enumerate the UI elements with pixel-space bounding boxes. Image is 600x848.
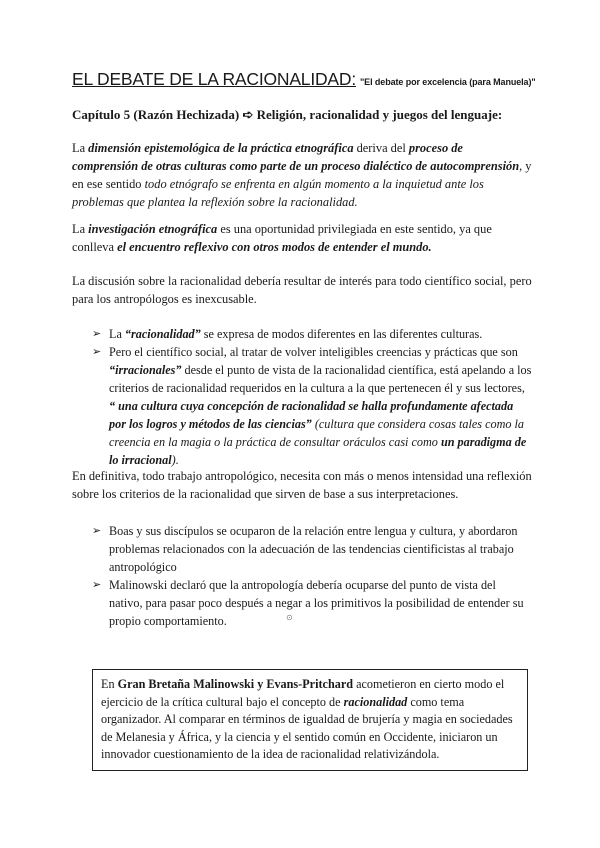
bullet-list-rationality [92,325,532,469]
text-run: En [101,677,118,691]
text-run: La [109,327,125,341]
bullet-list-authors [92,522,532,630]
chapter-heading [72,107,502,123]
marker-icon: ⊙ [286,613,293,622]
emphasis-run: “ una cultura cuya concepción de racionalidad se halla profundamente afectada por los logros y métodos de las ciencias” [109,399,514,431]
italic-run: todo etnógrafo se enfrenta en algún momento a la inquietud ante los problemas que plantea la reflexión sobre la racionalidad. [72,177,484,209]
text-run: acometieron en cierto modo el ejercicio de la crítica cultural bajo el concepto de [101,677,505,709]
paragraph-epistemological [72,139,532,211]
document-title [72,69,542,90]
emphasis-run: racionalidad [343,694,408,709]
text-run: La [72,141,89,155]
bold-run: Gran Bretaña Malinowski y Evans-Pritchard [117,677,354,691]
text-run: La [72,222,89,236]
arrow-bullet-icon: ➢ [92,524,102,537]
text-run: es una oportunidad privilegiada en este sentido, ya que conlleva [72,222,492,254]
emphasis-run: el encuentro reflexivo con otros modos de entender el mundo. [117,240,432,254]
list-item [92,325,532,343]
text-run: se expresa de modos diferentes en las diferentes culturas. [200,327,483,341]
emphasis-run: “irracionales” [109,363,182,377]
text-run: desde el punto de vista de la racionalidad científica, está apelando a los criterios de racionalidad requeridos en la cultura a la que pertenecen él y sus lectores, [109,363,532,395]
list-item [92,576,532,630]
list-item [92,522,532,576]
italic-run: (cultura que considera cosas tales como la creencia en la magia o la práctica de consultar oráculos casi como [109,417,525,449]
title-subtitle: "El debate por excelencia (para Manuela)" [360,77,536,87]
highlight-box [92,669,528,771]
emphasis-run: proceso de comprensión de otras culturas como parte de un proceso dialéctico de autocomprensión [72,141,520,173]
arrow-bullet-icon: ➢ [92,578,102,591]
list-item [92,343,532,469]
emphasis-run: un paradigma de lo irracional [109,435,527,467]
emphasis-run: dimensión epistemológica de la práctica etnográfica [88,141,354,155]
text-run: deriva del [353,141,409,155]
paragraph-ethnographic-research [72,220,532,256]
emphasis-run: investigación etnográfica [88,222,218,236]
paragraph-conclusion: En definitiva, todo trabajo antropológico, necesita con más o menos intensidad una reflexión sobre los criterios de la racionalidad que sirven de base a sus interpretaciones. [72,469,532,501]
arrow-bullet-icon: ➢ [92,345,102,358]
emphasis-run: “racionalidad” [124,327,201,341]
arrow-bullet-icon: ➢ [92,327,102,340]
italic-run: ). [171,453,179,467]
text-run: como tema organizador. Al comparar en términos de igualdad de brujería y magia en sociedades de Melanesia y África, y la ciencia y el sentido común en Occidente, iniciaron un innovador cuestionamiento de la idea de racionalidad relativizándola. [101,694,513,761]
text-run: Pero el científico social, al tratar de volver inteligibles creencias y prácticas que son [109,345,518,359]
title-text: EL DEBATE DE LA RACIONALIDAD: [72,69,357,89]
text-run: Malinowski declaró que la antropología debería ocuparse del punto de vista del nativo, para pasar poco después a negar a los primitivos la posibilidad de entender su propio comportamiento. [109,578,524,628]
text-run: , y en ese sentido [72,159,532,191]
chapter-label: Capítulo 5 (Razón Hechizada) [72,107,240,122]
chapter-arrow-icon: ➪ [242,107,254,122]
chapter-topic: Religión, racionalidad y juegos del lenguaje: [256,107,503,122]
paragraph-discussion: La discusión sobre la racionalidad debería resultar de interés para todo científico social, pero para los antropólogos es inexcusable. [72,274,532,306]
text-run: Boas y sus discípulos se ocuparon de la relación entre lengua y cultura, y abordaron problemas relacionados con la adecuación de las tendencias cientificistas al trabajo antropológico [109,524,518,574]
